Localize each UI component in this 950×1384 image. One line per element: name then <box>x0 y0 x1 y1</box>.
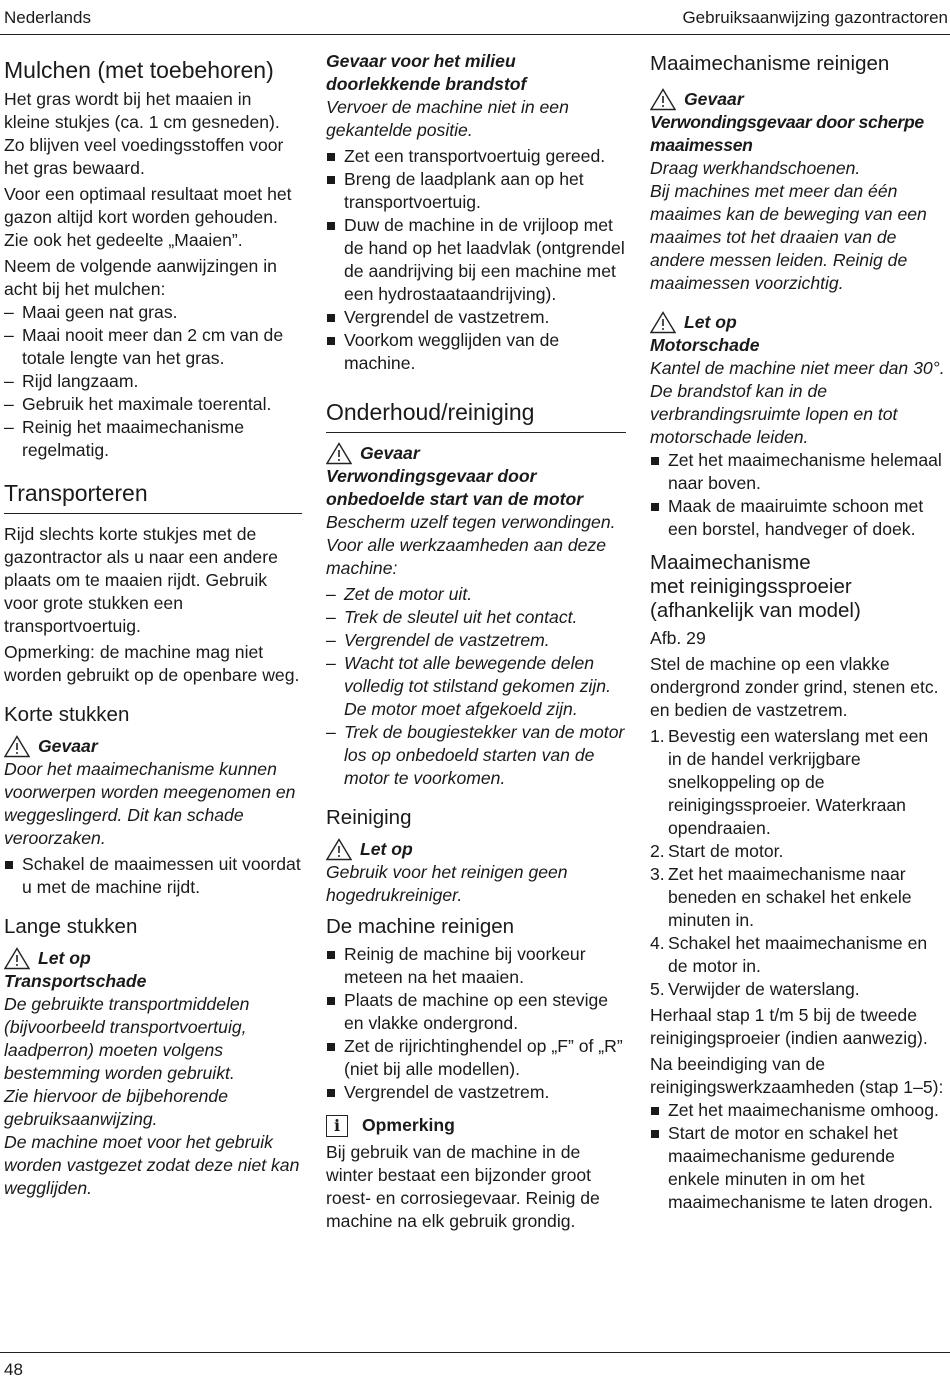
warning-heading <box>4 735 302 758</box>
list-item <box>650 725 946 840</box>
list-item: – Wacht tot alle bewegende delen volledig tot stilstand gekomen zijn. De motor moet afgekoeld zijn. <box>326 652 626 721</box>
heading-line: (afhankelijk van model) <box>650 599 861 622</box>
paragraph: Opmerking: de machine mag niet worden gebruikt op de openbare weg. <box>4 642 300 685</box>
warning-heading <box>650 88 946 111</box>
paragraph: Neem de volgende aanwijzingen in acht bij het mulchen: <box>4 256 277 299</box>
column-middle <box>326 50 626 1236</box>
environment-warning-text: Vervoer de machine niet in een gekantelde positie. <box>326 97 569 140</box>
warning-triangle-icon <box>650 88 676 111</box>
warning-text: Door het maaimechanisme kunnen voorwerpen worden meegenomen en weggeslingerd. Dit kan schade veroorzaken. <box>4 759 296 848</box>
list-item: Duw de machine in de vrijloop met de hand op het laadvlak (ontgrendel de aandrijving bij een machine met een hydrostaataandrijving). <box>326 214 626 306</box>
step-number: 1. <box>650 726 665 746</box>
warning-subject: Verwondingsgevaar door scherpe maaimessen <box>650 112 924 155</box>
page-number: 48 <box>4 1360 23 1379</box>
heading-maaimechanisme-reinigen: Maaimechanisme reinigen <box>650 52 890 75</box>
heading-transporteren: Transporteren <box>4 479 302 514</box>
step-number: 4. <box>650 933 665 953</box>
paragraph: Stel de machine op een vlakke ondergrond zonder grind, stenen etc. en bedien de vastzetrem. <box>650 654 939 720</box>
caution-text: De machine moet voor het gebruik worden vastgezet zodat deze niet kan wegglijden. <box>4 1132 300 1198</box>
note-heading <box>326 1114 626 1137</box>
bullet-list <box>650 1099 946 1214</box>
caution-label: Let op <box>360 839 413 859</box>
caution-label: Let op <box>684 312 737 332</box>
caution-heading <box>650 311 946 334</box>
caution-text: Kantel de machine niet meer dan 30°. De brandstof kan in de verbrandingsruimte lopen en tot motorschade leiden. <box>650 358 945 447</box>
heading-lange-stukken: Lange stukken <box>4 915 138 938</box>
numbered-steps <box>650 725 946 1001</box>
mulch-tips-list <box>4 301 302 462</box>
heading-machine-reinigen: De machine reinigen <box>326 915 515 938</box>
header-language: Nederlands <box>4 8 91 27</box>
heading-reinigingssproeier <box>650 551 946 623</box>
caution-subject: Transportschade <box>4 971 147 991</box>
list-item: Zet het maaimechanisme omhoog. <box>650 1099 946 1122</box>
warning-heading <box>326 442 626 465</box>
list-item <box>650 863 946 932</box>
caution-text: Gebruik voor het reinigen geen hogedrukreiniger. <box>326 862 568 905</box>
header-divider <box>0 34 950 35</box>
footer-divider <box>0 1352 950 1353</box>
step-text: Bevestig een waterslang met een in de handel verkrijgbare snelkoppeling op de reinigingssproeier. Waterkraan opendraaien. <box>668 726 929 838</box>
cleaning-steps-list <box>326 943 626 1104</box>
paragraph: Het gras wordt bij het maaien in kleine stukjes (ca. 1 cm gesneden). Zo blijven veel voedingsstoffen voor het gras bewaard. <box>4 89 284 178</box>
caution-text: Zie hiervoor de bijbehorende gebruiksaanwijzing. <box>4 1086 228 1129</box>
list-item: – Trek de bougiestekker van de motor los op onbedoeld starten van de motor te voorkomen. <box>326 721 626 790</box>
list-item: – Rijd langzaam. <box>4 370 302 393</box>
warning-label: Gevaar <box>38 736 98 756</box>
list-item: Zet de rijrichtinghendel op „F” of „R” (niet bij alle modellen). <box>326 1035 626 1081</box>
warning-label: Gevaar <box>684 89 744 109</box>
caution-label: Let op <box>38 948 91 968</box>
heading-line: Maaimechanisme <box>650 551 811 574</box>
heading-line: met reinigingssproeier <box>650 575 852 598</box>
list-item: Schakel de maaimessen uit voordat u met de machine rijdt. <box>4 853 302 899</box>
list-item: – Maai geen nat gras. <box>4 301 302 324</box>
list-item: – Trek de sleutel uit het contact. <box>326 606 626 629</box>
heading-mulchen: Mulchen (met toebehoren) <box>4 57 274 83</box>
warning-label: Gevaar <box>360 443 420 463</box>
bullet-list <box>4 853 302 899</box>
bullet-list <box>650 449 946 541</box>
caution-heading <box>4 947 302 970</box>
column-left <box>4 50 302 1203</box>
list-item <box>650 932 946 978</box>
step-text: Start de motor. <box>668 841 784 861</box>
warning-text: Draag werkhandschoenen. <box>650 158 861 178</box>
safety-steps-list <box>326 583 626 790</box>
figure-reference: Afb. 29 <box>650 628 706 648</box>
step-number: 3. <box>650 864 665 884</box>
note-label: Opmerking <box>362 1115 455 1135</box>
paragraph: Na beeindiging van de reinigingswerkzaamheden (stap 1–5): <box>650 1054 944 1097</box>
list-item: Plaats de machine op een stevige en vlakke ondergrond. <box>326 989 626 1035</box>
list-item: Start de motor en schakel het maaimechanisme gedurende enkele minuten in om het maaimechanisme te laten drogen. <box>650 1122 946 1214</box>
transport-steps-list <box>326 145 626 375</box>
warning-triangle-icon <box>4 947 30 970</box>
info-icon: i <box>326 1115 348 1137</box>
warning-triangle-icon <box>326 442 352 465</box>
note-text: Bij gebruik van de machine in de winter bestaat een bijzonder groot roest- en corrosiegevaar. Reinig de machine na elk gebruik grondig. <box>326 1142 600 1231</box>
caution-heading <box>326 838 626 861</box>
list-item: Breng de laadplank aan op het transportvoertuig. <box>326 168 626 214</box>
list-item <box>650 978 946 1001</box>
caution-text: De gebruikte transportmiddelen (bijvoorbeeld transportvoertuig, laadperron) moeten volgens bestemming worden gebruikt. <box>4 994 250 1083</box>
step-text: Zet het maaimechanisme naar beneden en schakel het enkele minuten in. <box>668 864 912 930</box>
step-number: 5. <box>650 979 665 999</box>
paragraph: Voor een optimaal resultaat moet het gazon altijd kort worden gehouden. Zie ook het gedeelte „Maaien”. <box>4 184 292 250</box>
list-item: – Reinig het maaimechanisme regelmatig. <box>4 416 302 462</box>
list-item <box>650 840 946 863</box>
warning-text: Bescherm uzelf tegen verwondingen. Voor alle werkzaamheden aan deze machine: <box>326 512 616 578</box>
list-item: Vergrendel de vastzetrem. <box>326 306 626 329</box>
list-item: Zet een transportvoertuig gereed. <box>326 145 626 168</box>
list-item: Zet het maaimechanisme helemaal naar boven. <box>650 449 946 495</box>
heading-korte-stukken: Korte stukken <box>4 703 130 726</box>
step-text: Verwijder de waterslang. <box>668 979 860 999</box>
list-item: – Zet de motor uit. <box>326 583 626 606</box>
warning-triangle-icon <box>650 311 676 334</box>
list-item: Vergrendel de vastzetrem. <box>326 1081 626 1104</box>
warning-text: Bij machines met meer dan één maaimes kan de beweging van een maaimes tot het draaien van de andere messen leiden. Reinig de maaimessen voorzichtig. <box>650 181 927 293</box>
list-item: – Vergrendel de vastzetrem. <box>326 629 626 652</box>
warning-subject: Verwondingsgevaar door onbedoelde start van de motor <box>326 466 584 509</box>
column-right <box>650 50 946 1217</box>
environment-warning-title: Gevaar voor het milieu doorlekkende brandstof <box>326 51 527 94</box>
warning-triangle-icon <box>326 838 352 861</box>
list-item: Maak de maairuimte schoon met een borstel, handveger of doek. <box>650 495 946 541</box>
heading-onderhoud: Onderhoud/reiniging <box>326 398 626 433</box>
heading-reiniging: Reiniging <box>326 806 412 829</box>
step-text: Schakel het maaimechanisme en de motor in. <box>668 933 928 976</box>
list-item: – Gebruik het maximale toerental. <box>4 393 302 416</box>
caution-subject: Motorschade <box>650 335 760 355</box>
list-item: Reinig de machine bij voorkeur meteen na het maaien. <box>326 943 626 989</box>
header-manual-title: Gebruiksaanwijzing gazontractoren <box>682 8 948 27</box>
list-item: Voorkom wegglijden van de machine. <box>326 329 626 375</box>
warning-triangle-icon <box>4 735 30 758</box>
paragraph: Herhaal stap 1 t/m 5 bij de tweede reinigingsproeier (indien aanwezig). <box>650 1005 928 1048</box>
list-item: – Maai nooit meer dan 2 cm van de totale lengte van het gras. <box>4 324 302 370</box>
paragraph: Rijd slechts korte stukjes met de gazontractor als u naar een andere plaats om te maaien rijdt. Gebruik voor grote stukken een transportvoertuig. <box>4 524 278 636</box>
step-number: 2. <box>650 841 665 861</box>
